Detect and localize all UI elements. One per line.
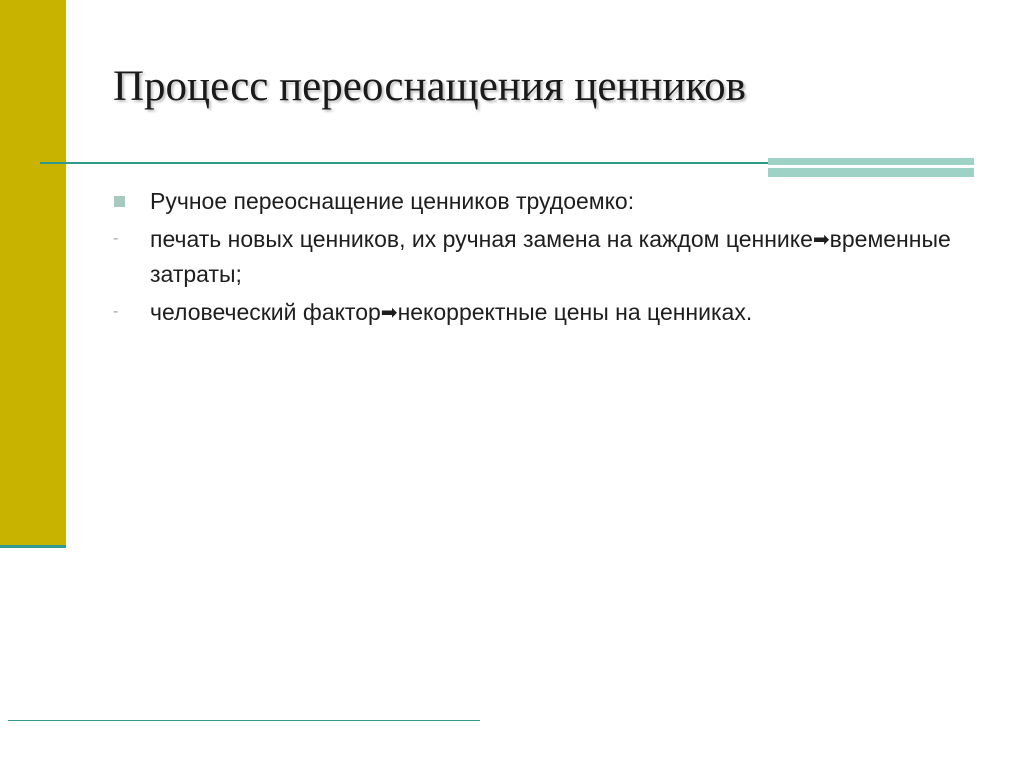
bullet-text: Ручное переоснащение ценников трудоемко:: [150, 188, 635, 214]
bullet-text-before-arrow: человеческий фактор: [150, 299, 381, 325]
dash-bullet-marker: -: [113, 303, 119, 320]
bullet-text-after-arrow: временные затраты;: [150, 226, 951, 287]
right-arrow-icon: ➡: [812, 229, 830, 251]
bullet-text-before-arrow: печать новых ценников, их ручная замена на каждом ценнике: [150, 226, 813, 252]
sub-bullet-item: [113, 295, 993, 330]
bullet-item: [113, 184, 993, 218]
footer-divider: [8, 720, 480, 721]
sub-bullet-item: [113, 222, 993, 291]
title-divider-accent-stripe: [768, 165, 974, 168]
bullet-text-after-arrow: некорректные цены на ценниках.: [397, 299, 753, 325]
slide-title: Процесс переоснащения ценников: [113, 63, 746, 110]
side-bar-underline: [0, 545, 66, 548]
bullet-list: [113, 184, 993, 334]
right-arrow-icon: ➡: [380, 302, 398, 324]
dash-bullet-marker: -: [113, 230, 119, 247]
square-bullet-icon: [114, 196, 125, 207]
accent-side-bar: [0, 0, 66, 545]
